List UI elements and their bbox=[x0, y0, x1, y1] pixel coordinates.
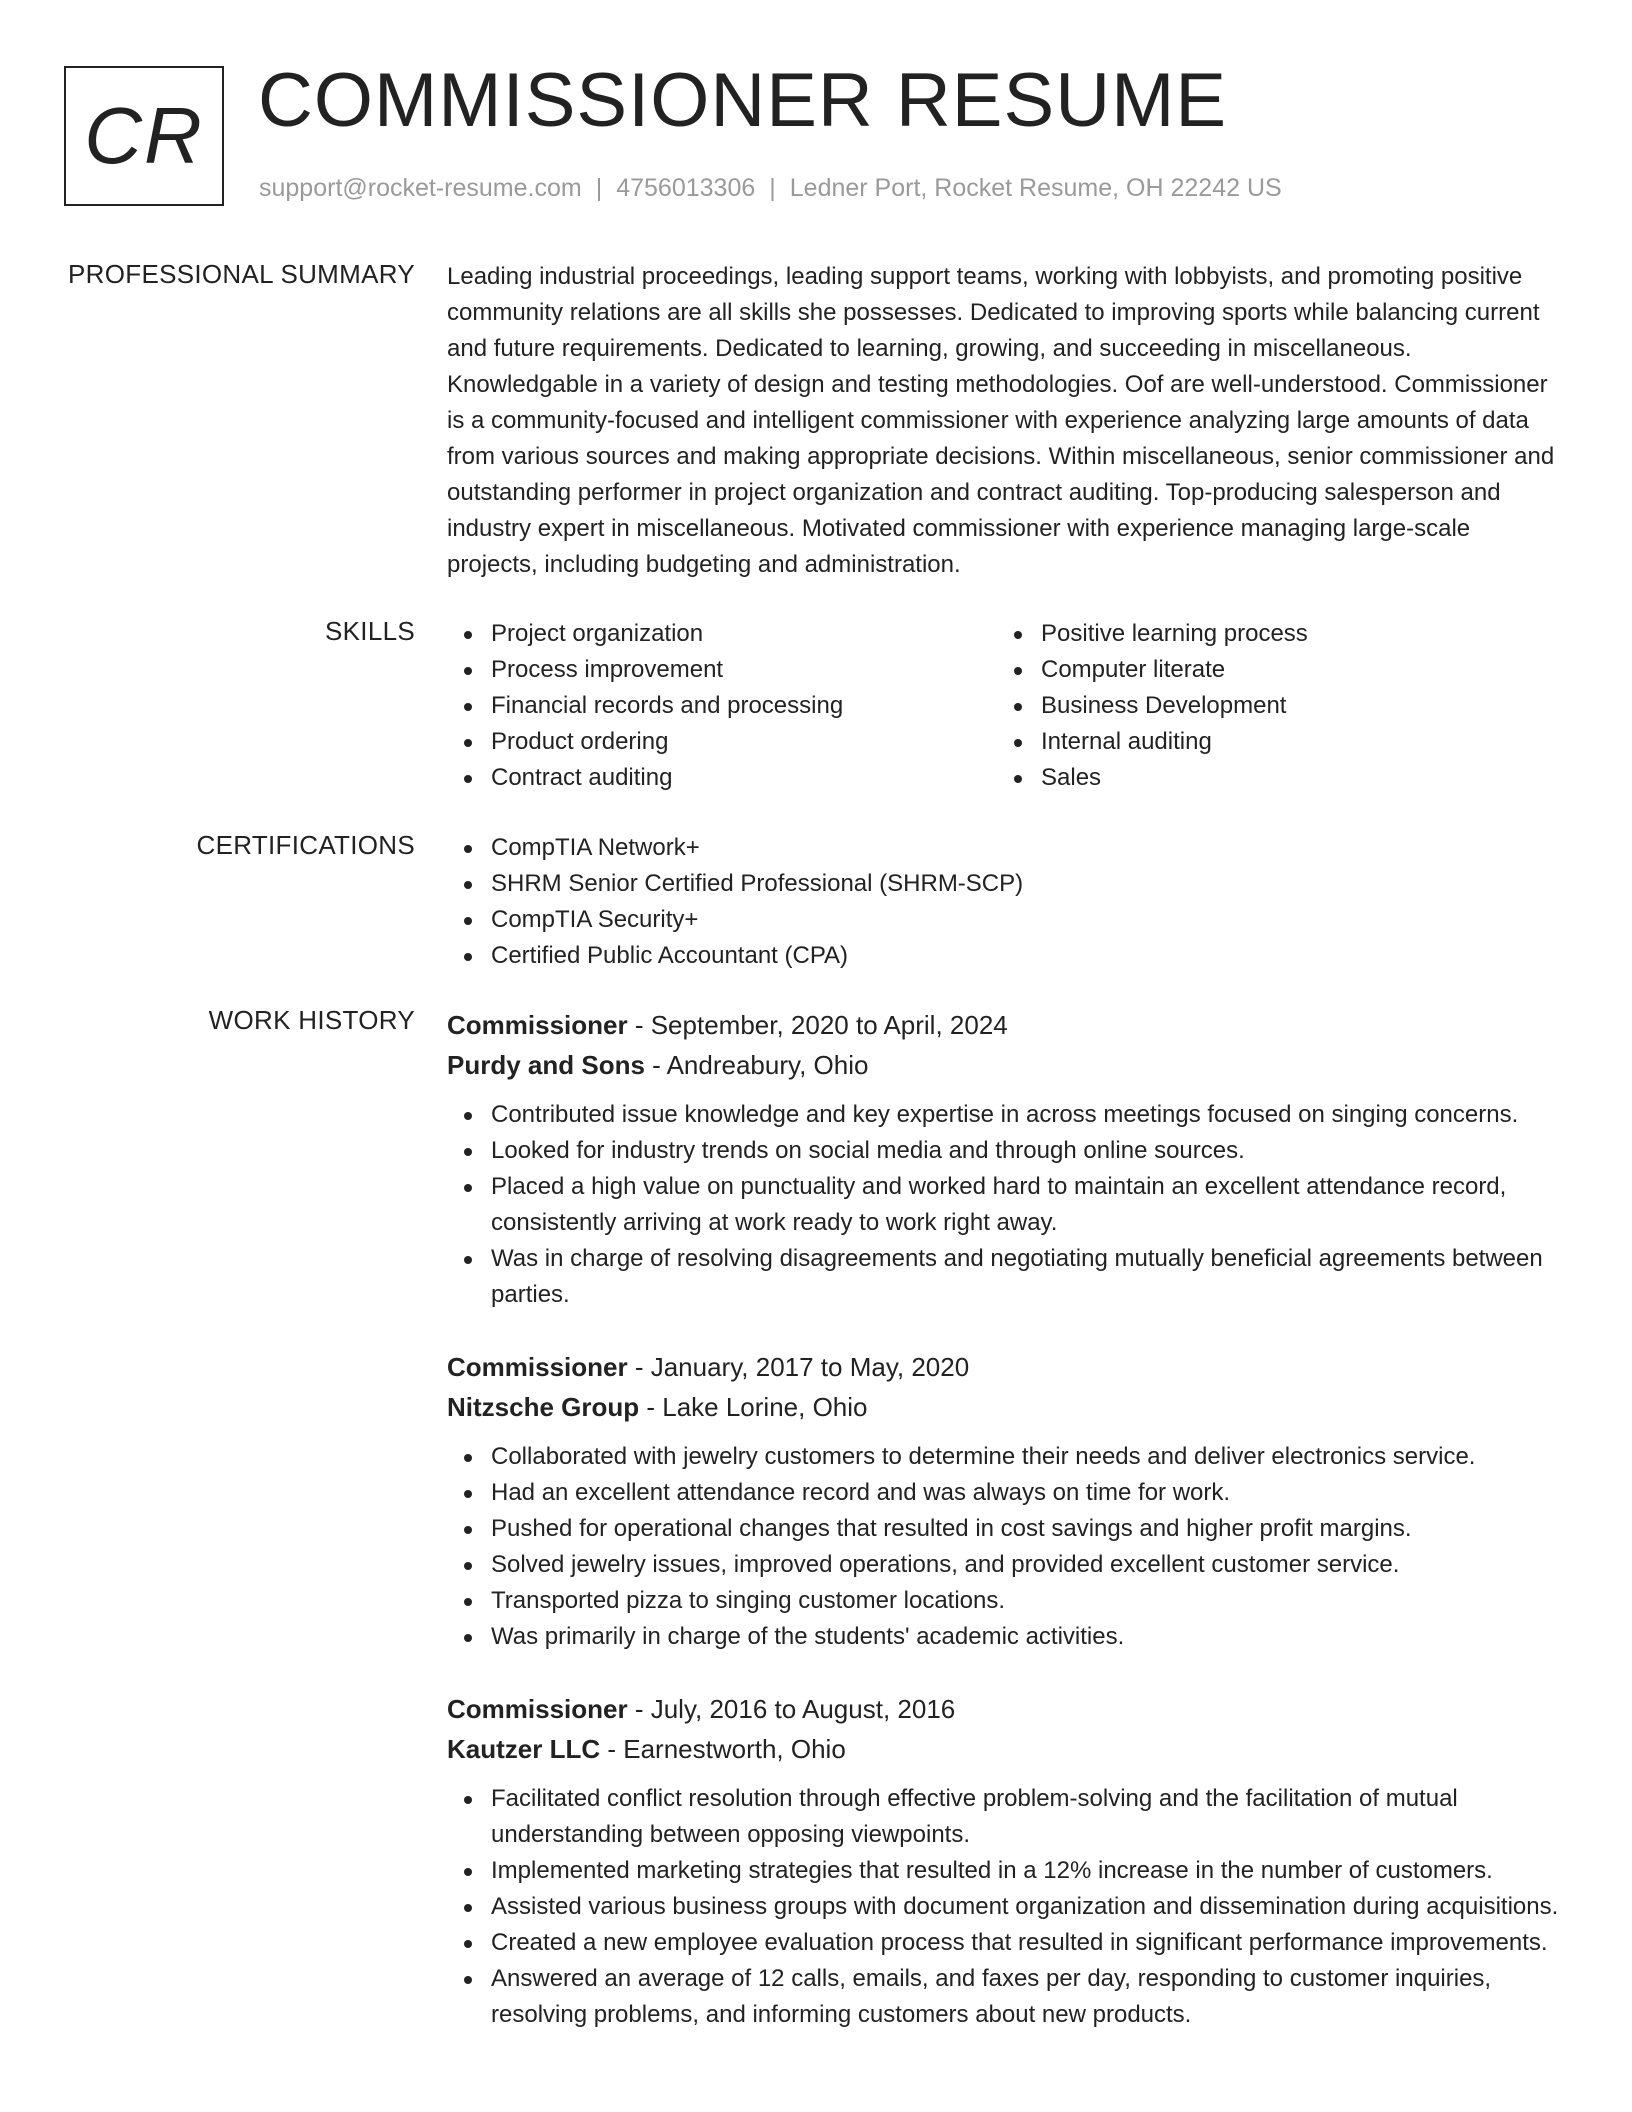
job-duties-list bbox=[447, 1097, 1567, 1313]
job-duties-list bbox=[447, 1439, 1567, 1655]
job-title-line bbox=[447, 1689, 1567, 1729]
job-duty-item: Pushed for operational changes that resulted in cost savings and higher profit margins. bbox=[447, 1511, 1567, 1547]
job-title: Commissioner bbox=[447, 1694, 628, 1724]
job-duty-item: Facilitated conflict resolution through effective problem-solving and the facilitation of mutual understanding between opposing viewpoints. bbox=[447, 1781, 1567, 1853]
contact-email[interactable]: support@rocket-resume.com bbox=[259, 174, 582, 202]
skill-item: Product ordering bbox=[447, 724, 997, 760]
certification-item: Certified Public Accountant (CPA) bbox=[447, 938, 1567, 974]
contact-separator: | bbox=[595, 174, 603, 202]
certification-item: SHRM Senior Certified Professional (SHRM-SCP) bbox=[447, 866, 1567, 902]
skill-item: Computer literate bbox=[997, 652, 1547, 688]
job-title-line bbox=[447, 1005, 1567, 1045]
work-history-body bbox=[447, 1005, 1567, 2067]
skill-item: Project organization bbox=[447, 616, 997, 652]
job-company-line bbox=[447, 1045, 1567, 1085]
skill-item: Sales bbox=[997, 760, 1547, 796]
job-dates: - July, 2016 to August, 2016 bbox=[627, 1694, 956, 1724]
job-company: Nitzsche Group bbox=[447, 1392, 640, 1422]
job-company: Purdy and Sons bbox=[447, 1050, 645, 1080]
job-duty-item: Contributed issue knowledge and key expertise in across meetings focused on singing concerns. bbox=[447, 1097, 1567, 1133]
summary-heading: PROFESSIONAL SUMMARY bbox=[68, 259, 415, 289]
job-title: Commissioner bbox=[447, 1010, 628, 1040]
contact-separator: | bbox=[769, 174, 776, 202]
job-dates: - September, 2020 to April, 2024 bbox=[627, 1010, 1008, 1040]
job-duty-item: Looked for industry trends on social media and through online sources. bbox=[447, 1133, 1567, 1169]
job-duty-item: Transported pizza to singing customer locations. bbox=[447, 1583, 1567, 1619]
skills-column-right bbox=[997, 616, 1547, 796]
job-title-line bbox=[447, 1347, 1567, 1387]
certification-item: CompTIA Network+ bbox=[447, 830, 1567, 866]
job-location: - Andreabury, Ohio bbox=[644, 1050, 869, 1080]
resume-title: COMMISSIONER RESUME bbox=[258, 58, 1228, 143]
job-duty-item: Assisted various business groups with document organization and dissemination during acquisitions. bbox=[447, 1889, 1567, 1925]
skill-item: Internal auditing bbox=[997, 724, 1547, 760]
job-entry bbox=[447, 1347, 1567, 1655]
job-duty-item: Collaborated with jewelry customers to determine their needs and deliver electronics service. bbox=[447, 1439, 1567, 1475]
skill-item: Positive learning process bbox=[997, 616, 1547, 652]
job-company-line bbox=[447, 1729, 1567, 1769]
job-entry bbox=[447, 1689, 1567, 2033]
certifications-list bbox=[447, 830, 1567, 974]
skills-column-left bbox=[447, 616, 997, 796]
skill-item: Contract auditing bbox=[447, 760, 997, 796]
job-entry bbox=[447, 1005, 1567, 1313]
work-history-heading: WORK HISTORY bbox=[208, 1005, 415, 1035]
certifications-body bbox=[447, 830, 1567, 974]
monogram-initials: CR bbox=[84, 91, 204, 180]
monogram-badge bbox=[64, 66, 224, 206]
job-duty-item: Was primarily in charge of the students' academic activities. bbox=[447, 1619, 1567, 1655]
job-duty-item: Had an excellent attendance record and was always on time for work. bbox=[447, 1475, 1567, 1511]
job-dates: - January, 2017 to May, 2020 bbox=[627, 1352, 970, 1382]
job-company: Kautzer LLC bbox=[447, 1734, 601, 1764]
contact-info bbox=[259, 174, 1282, 203]
contact-address: Ledner Port, Rocket Resume, OH 22242 US bbox=[789, 174, 1282, 202]
job-title: Commissioner bbox=[447, 1352, 628, 1382]
skill-item: Financial records and processing bbox=[447, 688, 997, 724]
contact-phone[interactable]: 4756013306 bbox=[616, 174, 756, 202]
skill-item: Business Development bbox=[997, 688, 1547, 724]
job-duty-item: Was in charge of resolving disagreements and negotiating mutually beneficial agreements between parties. bbox=[447, 1241, 1567, 1313]
skills-body bbox=[447, 616, 1567, 796]
job-duty-item: Placed a high value on punctuality and worked hard to maintain an excellent attendance record, consistently arriving at work ready to work right away. bbox=[447, 1169, 1567, 1241]
certifications-heading: CERTIFICATIONS bbox=[196, 830, 415, 860]
job-location: - Earnestworth, Ohio bbox=[600, 1734, 846, 1764]
job-company-line bbox=[447, 1387, 1567, 1427]
certification-item: CompTIA Security+ bbox=[447, 902, 1567, 938]
skills-heading: SKILLS bbox=[325, 616, 415, 646]
job-location: - Lake Lorine, Ohio bbox=[639, 1392, 868, 1422]
job-duty-item: Implemented marketing strategies that resulted in a 12% increase in the number of customers. bbox=[447, 1853, 1567, 1889]
job-duty-item: Answered an average of 12 calls, emails, and faxes per day, responding to customer inquiries, resolving problems, and informing customers about new products. bbox=[447, 1961, 1567, 2033]
summary-text: Leading industrial proceedings, leading support teams, working with lobbyists, and promoting positive community relations are all skills she possesses. Dedicated to improving sports while balancing current and future requirements. Dedicated to learning, growing, and succeeding in miscellaneous. Knowledgable in a variety of design and testing methodologies. Oof are well-understood. Commissioner is a community-focused and intelligent commissioner with experience analyzing large amounts of data from various sources and making appropriate decisions. Within miscellaneous, senior commissioner and outstanding performer in project organization and contract auditing. Top-producing salesperson and industry expert in miscellaneous. Motivated commissioner with experience managing large-scale projects, including budgeting and administration. bbox=[447, 263, 1555, 578]
skills-grid bbox=[447, 616, 1567, 796]
job-duty-item: Solved jewelry issues, improved operations, and provided excellent customer service. bbox=[447, 1547, 1567, 1583]
job-duties-list bbox=[447, 1781, 1567, 2033]
skill-item: Process improvement bbox=[447, 652, 997, 688]
summary-body bbox=[447, 259, 1567, 583]
job-duty-item: Created a new employee evaluation process that resulted in significant performance improvements. bbox=[447, 1925, 1567, 1961]
